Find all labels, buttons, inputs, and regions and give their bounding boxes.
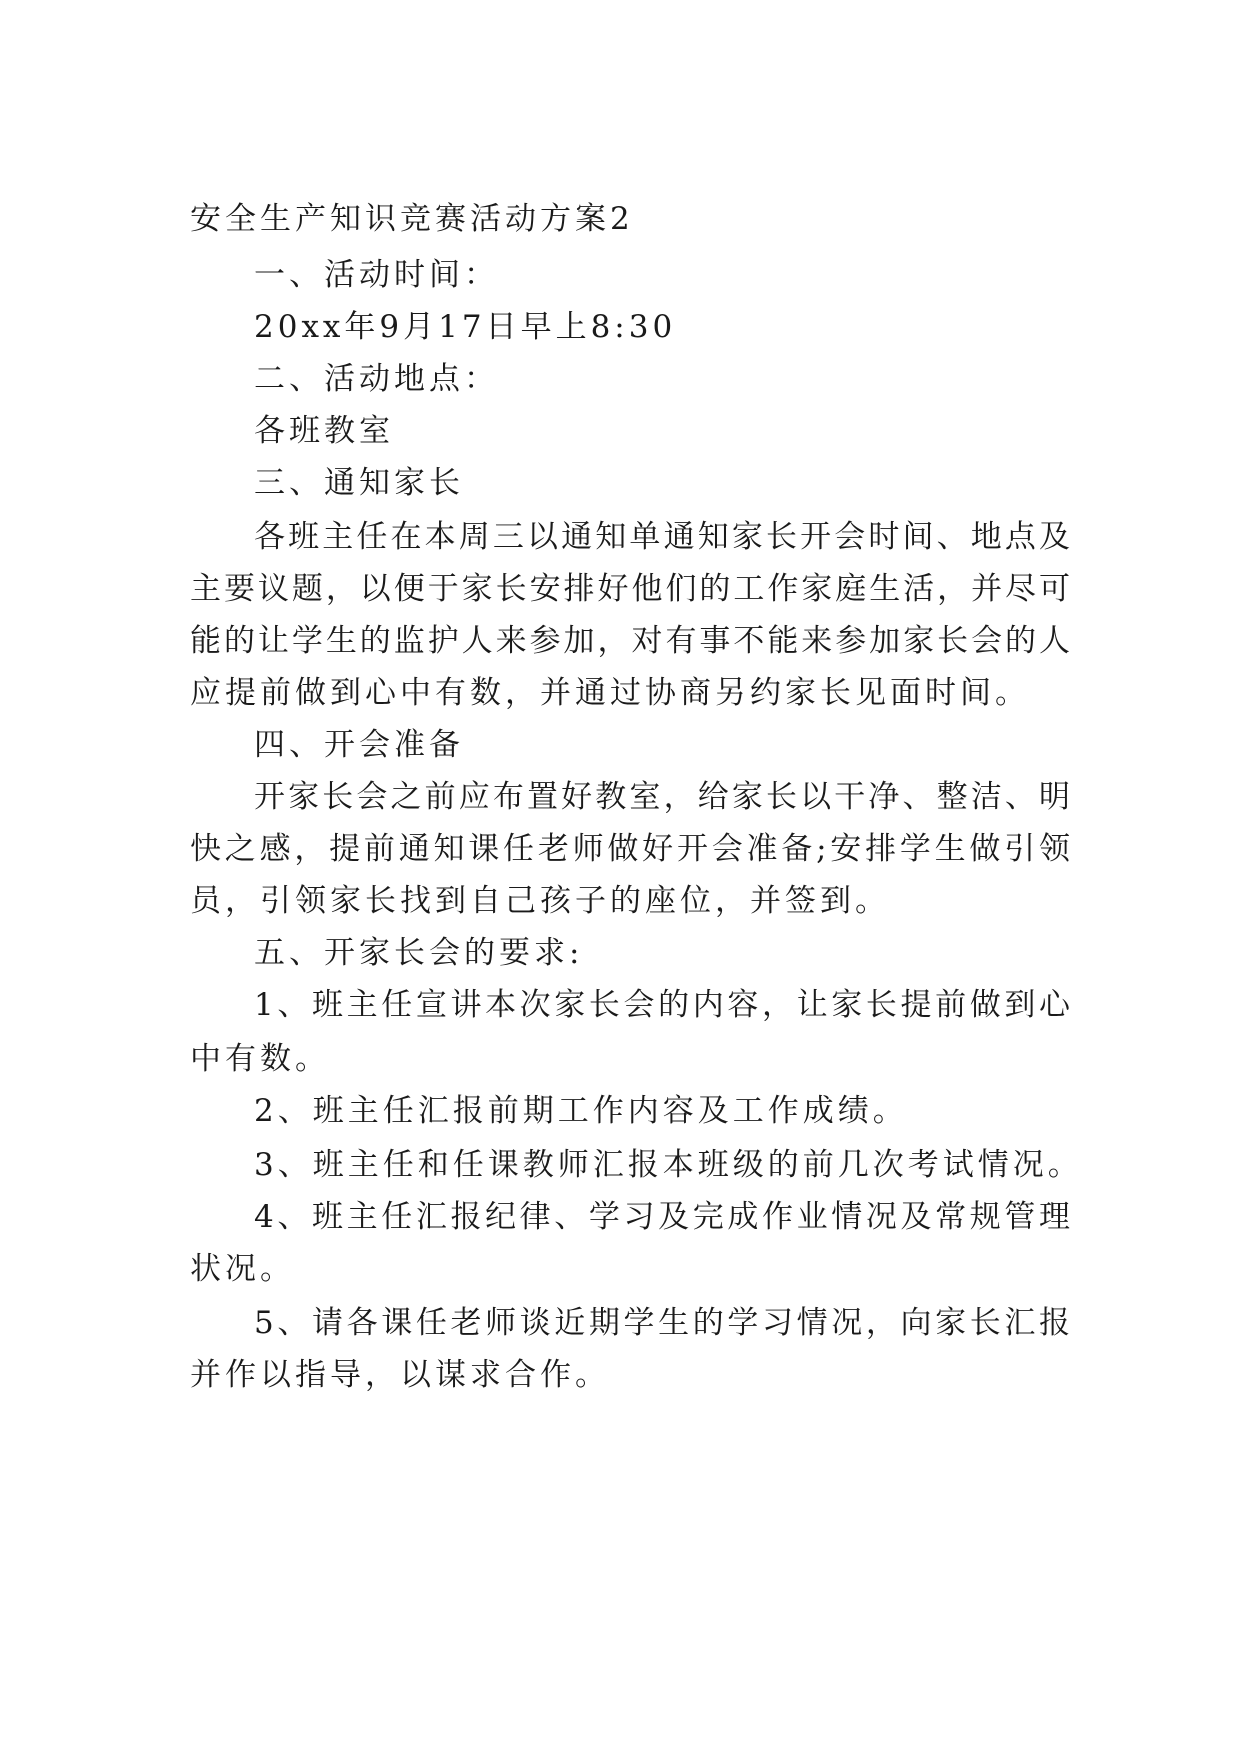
list-item-line: 5、请各课任老师谈近期学生的学习情况，向家长汇报 — [254, 1305, 1070, 1341]
list-item-line: 1、班主任宣讲本次家长会的内容，让家长提前做到心 — [254, 987, 1070, 1023]
list-item: 3、班主任和任课教师汇报本班级的前几次考试情况。 — [254, 1147, 1083, 1183]
list-item: 2、班主任汇报前期工作内容及工作成绩。 — [254, 1093, 908, 1129]
section-heading: 五、开家长会的要求: — [254, 935, 584, 971]
paragraph-line: 应提前做到心中有数，并通过协商另约家长见面时间。 — [190, 675, 1030, 711]
section-heading: 三、通知家长 — [254, 465, 464, 501]
paragraph-line: 快之感，提前通知课任老师做好开会准备;安排学生做引领 — [190, 831, 1070, 867]
list-item-line: 中有数。 — [190, 1041, 330, 1077]
section-heading: 四、开会准备 — [254, 727, 464, 763]
paragraph-line: 开家长会之前应布置好教室，给家长以干净、整洁、明 — [254, 779, 1070, 815]
paragraph-line: 员，引领家长找到自己孩子的座位，并签到。 — [190, 883, 890, 919]
list-item-line: 状况。 — [190, 1251, 295, 1287]
paragraph-line: 能的让学生的监护人来参加，对有事不能来参加家长会的人 — [190, 623, 1070, 659]
paragraph: 各班教室 — [254, 413, 394, 449]
section-heading: 二、活动地点： — [254, 361, 499, 397]
list-item-line: 并作以指导，以谋求合作。 — [190, 1357, 610, 1393]
list-item-line: 4、班主任汇报纪律、学习及完成作业情况及常规管理 — [254, 1199, 1070, 1235]
paragraph-line: 主要议题，以便于家长安排好他们的工作家庭生活，并尽可 — [190, 571, 1070, 607]
paragraph: 20xx年9月17日早上8:30 — [254, 309, 677, 345]
document-title: 安全生产知识竞赛活动方案2 — [190, 201, 634, 237]
paragraph-line: 各班主任在本周三以通知单通知家长开会时间、地点及 — [254, 519, 1070, 555]
section-heading: 一、活动时间： — [254, 257, 499, 293]
